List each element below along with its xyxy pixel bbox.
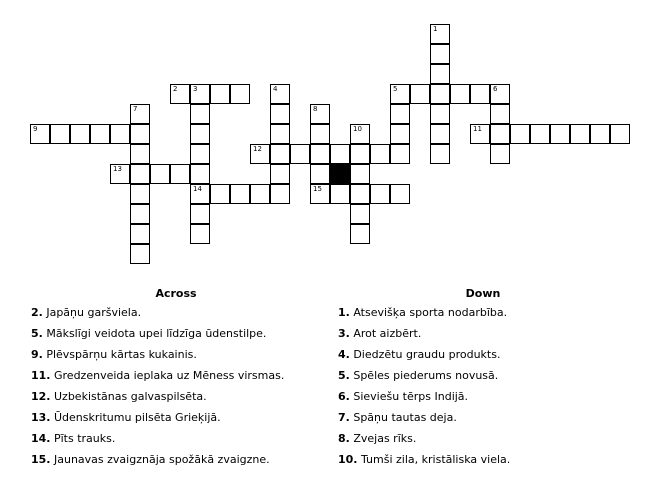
crossword-cell[interactable] (270, 144, 290, 164)
crossword-cell[interactable] (430, 24, 450, 44)
clue-number: 5 (393, 85, 398, 93)
clue-number: 15 (313, 185, 322, 193)
crossword-cell[interactable] (410, 84, 430, 104)
crossword-cell[interactable] (130, 124, 150, 144)
clue-text: Tumši zila, kristāliska viela. (357, 453, 511, 466)
crossword-cell[interactable] (350, 124, 370, 144)
across-clue[interactable] (31, 369, 321, 390)
across-clue[interactable] (31, 390, 321, 411)
crossword-cell[interactable] (350, 144, 370, 164)
crossword-cell[interactable] (90, 124, 110, 144)
clue-number: 1 (433, 25, 438, 33)
crossword-cell[interactable] (310, 164, 330, 184)
crossword-cell[interactable] (550, 124, 570, 144)
crossword-cell[interactable] (170, 164, 190, 184)
crossword-cell[interactable] (70, 124, 90, 144)
down-clue[interactable] (338, 390, 628, 411)
crossword-cell[interactable] (310, 124, 330, 144)
clue-number: 10 (353, 125, 362, 133)
crossword-cell[interactable] (430, 104, 450, 124)
clue-num: 9. (31, 348, 43, 361)
crossword-cell[interactable] (310, 144, 330, 164)
clue-text: Atsevišķa sporta nodarbība. (349, 306, 508, 319)
clue-num: 5. (31, 327, 43, 340)
crossword-cell[interactable] (430, 144, 450, 164)
crossword-cell[interactable] (490, 144, 510, 164)
down-clue[interactable] (338, 348, 628, 369)
clue-text: Pīts trauks. (50, 432, 116, 445)
crossword-cell[interactable] (470, 124, 490, 144)
across-clue[interactable] (31, 411, 321, 432)
across-clue[interactable] (31, 453, 321, 474)
clue-text: Japāņu garšviela. (42, 306, 142, 319)
down-clue[interactable] (338, 306, 628, 327)
crossword-cell[interactable] (330, 184, 350, 204)
crossword-cell[interactable] (390, 124, 410, 144)
crossword-cell[interactable] (130, 224, 150, 244)
down-clue[interactable] (338, 369, 628, 390)
crossword-cell[interactable] (270, 104, 290, 124)
crossword-cell[interactable] (390, 84, 410, 104)
clue-num: 10. (338, 453, 358, 466)
clue-number: 6 (493, 85, 498, 93)
clue-num: 4. (338, 348, 350, 361)
crossword-cell[interactable] (130, 164, 150, 184)
clue-text: Diedzētu graudu produkts. (349, 348, 501, 361)
crossword-cell[interactable] (130, 244, 150, 264)
crossword-cell[interactable] (230, 184, 250, 204)
crossword-cell[interactable] (30, 124, 50, 144)
crossword-cell[interactable] (430, 44, 450, 64)
crossword-cell[interactable] (290, 144, 310, 164)
crossword-cell[interactable] (470, 84, 490, 104)
crossword-cell[interactable] (350, 184, 370, 204)
across-heading: Across (155, 287, 197, 300)
crossword-cell[interactable] (190, 184, 210, 204)
clue-num: 13. (31, 411, 51, 424)
crossword-cell[interactable] (190, 84, 210, 104)
crossword-cell[interactable] (610, 124, 630, 144)
clue-text: Plēvspārņu kārtas kukainis. (42, 348, 197, 361)
crossword-cell[interactable] (170, 84, 190, 104)
crossword-cell[interactable] (50, 124, 70, 144)
crossword-cell[interactable] (530, 124, 550, 144)
clue-text: Ūdenskritumu pilsēta Grieķijā. (50, 411, 221, 424)
clue-number: 4 (273, 85, 278, 93)
down-heading: Down (465, 287, 501, 300)
crossword-cell[interactable] (270, 124, 290, 144)
crossword-cell[interactable] (130, 144, 150, 164)
clue-number: 11 (473, 125, 482, 133)
clue-number: 3 (193, 85, 198, 93)
crossword-cell[interactable] (230, 84, 250, 104)
crossword-cell[interactable] (190, 144, 210, 164)
across-clues (31, 287, 321, 474)
down-clue[interactable] (338, 432, 628, 453)
clue-num: 2. (31, 306, 43, 319)
clue-number: 9 (33, 125, 38, 133)
crossword-cell[interactable] (390, 104, 410, 124)
crossword-cell[interactable] (370, 184, 390, 204)
clue-num: 12. (31, 390, 51, 403)
clue-number: 12 (253, 145, 262, 153)
crossword-cell[interactable] (190, 164, 210, 184)
crossword-cell[interactable] (270, 84, 290, 104)
clue-num: 8. (338, 432, 350, 445)
down-clue[interactable] (338, 453, 628, 474)
crossword-cell[interactable] (130, 184, 150, 204)
crossword-cell[interactable] (210, 184, 230, 204)
clue-text: Mākslīgi veidota upei līdzīga ūdenstilpe. (42, 327, 267, 340)
crossword-cell[interactable] (190, 124, 210, 144)
crossword-cell[interactable] (310, 104, 330, 124)
clue-text: Jaunavas zvaigznāja spožākā zvaigzne. (50, 453, 270, 466)
crossword-cell[interactable] (430, 84, 450, 104)
crossword-cell[interactable] (250, 144, 270, 164)
crossword-cell[interactable] (210, 84, 230, 104)
down-clue[interactable] (338, 411, 628, 432)
crossword-cell[interactable] (430, 64, 450, 84)
crossword-block-cell (330, 164, 350, 184)
crossword-cell[interactable] (270, 164, 290, 184)
clue-text: Spēles piederums novusā. (349, 369, 499, 382)
crossword-cell[interactable] (310, 184, 330, 204)
clue-text: Sieviešu tērps Indijā. (349, 390, 469, 403)
crossword-cell[interactable] (350, 204, 370, 224)
clue-num: 1. (338, 306, 350, 319)
clue-number: 13 (113, 165, 122, 173)
down-clue-list (338, 306, 628, 474)
clue-text: Uzbekistānas galvaspilsēta. (50, 390, 207, 403)
clue-num: 7. (338, 411, 350, 424)
crossword-cell[interactable] (250, 184, 270, 204)
across-clue[interactable] (31, 306, 321, 327)
crossword-cell[interactable] (330, 144, 350, 164)
crossword-cell[interactable] (190, 104, 210, 124)
clue-text: Spāņu tautas deja. (349, 411, 457, 424)
crossword-cell[interactable] (110, 164, 130, 184)
crossword-cell[interactable] (150, 164, 170, 184)
crossword-cell[interactable] (430, 124, 450, 144)
clue-num: 5. (338, 369, 350, 382)
clue-text: Arot aizbērt. (349, 327, 422, 340)
crossword-cell[interactable] (490, 84, 510, 104)
clue-number: 8 (313, 105, 318, 113)
across-clue-list (31, 306, 321, 474)
across-clue[interactable] (31, 432, 321, 453)
crossword-cell[interactable] (370, 144, 390, 164)
down-clues (338, 287, 628, 474)
crossword-cell[interactable] (190, 224, 210, 244)
clue-text: Gredzenveida ieplaka uz Mēness virsmas. (50, 369, 285, 382)
crossword-cell[interactable] (390, 184, 410, 204)
crossword-cell[interactable] (490, 104, 510, 124)
clue-text: Zvejas rīks. (349, 432, 417, 445)
clue-number: 14 (193, 185, 202, 193)
crossword-cell[interactable] (110, 124, 130, 144)
clue-num: 3. (338, 327, 350, 340)
crossword-cell[interactable] (590, 124, 610, 144)
clue-number: 2 (173, 85, 178, 93)
crossword-cell[interactable] (270, 184, 290, 204)
crossword-cell[interactable] (130, 204, 150, 224)
crossword-cell[interactable] (350, 224, 370, 244)
across-clue[interactable] (31, 327, 321, 348)
clue-num: 6. (338, 390, 350, 403)
crossword-cell[interactable] (490, 124, 510, 144)
crossword-cell[interactable] (130, 104, 150, 124)
crossword-cell[interactable] (390, 144, 410, 164)
crossword-cell[interactable] (510, 124, 530, 144)
down-clue[interactable] (338, 327, 628, 348)
crossword-cell[interactable] (350, 164, 370, 184)
clue-num: 15. (31, 453, 51, 466)
crossword-cell[interactable] (190, 204, 210, 224)
clue-num: 14. (31, 432, 51, 445)
clue-number: 7 (133, 105, 138, 113)
crossword-cell[interactable] (450, 84, 470, 104)
crossword-cell[interactable] (570, 124, 590, 144)
clue-num: 11. (31, 369, 51, 382)
across-clue[interactable] (31, 348, 321, 369)
